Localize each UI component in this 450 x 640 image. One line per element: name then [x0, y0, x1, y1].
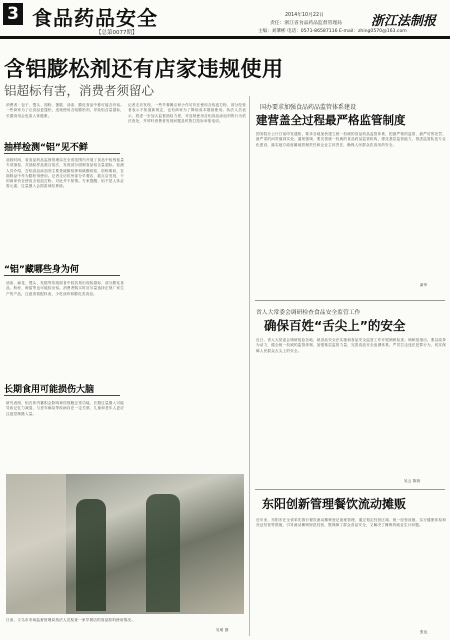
section-c-title: 长期食用可能损伤大脑 [4, 385, 95, 395]
right-top-kicker: 国办要求加强食品药品监管体系建设 [260, 104, 357, 111]
right-bottom-body: 近年来，东阳市在全省率先推行餐饮流动摊贩登记备案管理，通过划定经营区域、统一经营设施、实行健康体检和亮证经营等措施，引导流动摊贩规范经营，既保障了群众食品安全，又解决了摊贩的就业生计问题。 [256, 518, 446, 528]
photo-credit: 吴明 摄 [216, 628, 229, 632]
masthead [0, 0, 450, 40]
section-c-rule [4, 395, 120, 396]
photo-figure-right [146, 494, 180, 612]
masthead-rule [0, 36, 450, 39]
responsible-line: 责任：浙江省食品药品监督管理局 [270, 21, 342, 26]
date-line: 2014年10月22日 [285, 13, 324, 18]
section-a-rule [4, 153, 120, 154]
section-title: 食品药品安全 [32, 6, 158, 30]
right-top-headline: 建营盖全过程最严格监管制度 [256, 113, 406, 127]
news-photo [6, 474, 244, 614]
section-a-body: 前段时间，省食品药品监督管理局在全省范围内开展了食品中铝残留量专项抽检，共抽检样品数百批次，发现部分面制食品铝含量超标。检测人员介绍，含铝食品添加剂主要是硫酸铝钾和硫酸铝铵，俗称明矾，在面制品中作为膨松剂使用。记者走访杭州部分早餐店、糕点店发现，个别商家仍在使用含铝泡打粉，对此并不知情。专家提醒，铝不是人体必需元素，过量摄入会损害神经系统。 [6, 158, 124, 189]
right-bottom-headline: 东阳创新管理餐饮流动摊贩 [262, 497, 407, 511]
photo-figure-left [76, 499, 106, 611]
photo-shelf [6, 474, 66, 614]
photo-caption: 日前，义乌市市场监督管理局执法人员检查一家早餐店的食品原料使用情况。 [6, 618, 135, 622]
section-b-title: “铝”藏哪些身为何 [4, 265, 79, 275]
newspaper-logo: 浙江法制报 [371, 14, 437, 29]
page-number: 3 [7, 4, 19, 24]
right-middle-rule [255, 300, 445, 301]
right-bottom-rule [255, 489, 445, 490]
right-middle-body: 近日，省人大常委会调研组赴各地，就食品安全法实施和食品安全监管工作开展调研检查。调研组指出，要以改革为动力，健全统一权威的监管体制，加强基层监管力量，完善食品安全追溯体系，严厉打击违法犯罪行为，切实保障人民群众舌尖上的安全。 [256, 338, 446, 353]
section-b-rule [4, 275, 120, 276]
right-bottom-byline: 张达 [420, 630, 428, 634]
issue-label: 【总第0077期】 [96, 30, 138, 36]
page-number-box [3, 3, 23, 25]
section-c-body: 研究表明，铝在体内蓄积会影响神经细胞正常功能，长期过量摄入可能导致记忆力减退，与老年痴呆等疾病存在一定关联，儿童和老年人更应注意控制摄入量。 [6, 401, 124, 416]
lead-headline: 含铝膨松剂还有店家违规使用 [4, 57, 284, 81]
section-a-title: 抽样检测“铝”见不鲜 [4, 143, 88, 153]
middle-column-text: 记者走访发现，一些早餐摊点和小作坊仍在使用含铝泡打粉，部分经营者表示不知道新规定，也有商家为了降低成本继续使用。执法人员表示，将进一步加大监督抽检力度，对违规使用含铝食品添加剂的行为依法查处，并呼吁消费者发现问题及时拨打投诉举报电话。 [128, 103, 246, 123]
right-middle-kicker: 省人大常委会调研检查食品安全监管工作 [256, 310, 361, 316]
right-middle-headline: 确保百姓“舌尖上”的安全 [264, 318, 406, 333]
lead-subhead: 铝超标有害，消费者须留心 [4, 83, 155, 98]
section-b-body: 油条、麻花、馒头、发糕等传统面食中较容易出现铝超标，部分膨化食品、粉丝、海蜇等也可能检出铝。消费者购买时应尽量选择正规厂家生产的产品，注意查看配料表，少吃油炸和膨化类食品。 [6, 281, 124, 296]
staff-line: 主编：刘肇彬 电话：0571-86587116 E-mail：zhing0570@163.com [258, 29, 407, 34]
right-top-body: 国务院办公厅日前印发通知，要求各地加快建立统一权威的食品药品监管体系，把最严格的监管、最严厉的处罚、最严肃的问责落到实处。通知强调，要完善统一权威的食品药品监管机构，强化基层监管能力，推进监管队伍专业化建设，落实地方政府属地管理责任和企业主体责任，确保人民群众饮食用药安全。 [256, 132, 446, 147]
right-top-byline: 新华 [420, 283, 428, 287]
right-middle-byline: 吴云 陈伟 [404, 479, 421, 483]
column-divider [249, 96, 250, 636]
lead-intro: 消费者：包子、馒头、面粉、蛋糕、油条、膨化食品中都可能含有铝。一些商家为了让食品更蓬松，违规使用含铝膨松剂，导致铝含量超标，长期食用会危害人体健康。 [6, 103, 124, 118]
